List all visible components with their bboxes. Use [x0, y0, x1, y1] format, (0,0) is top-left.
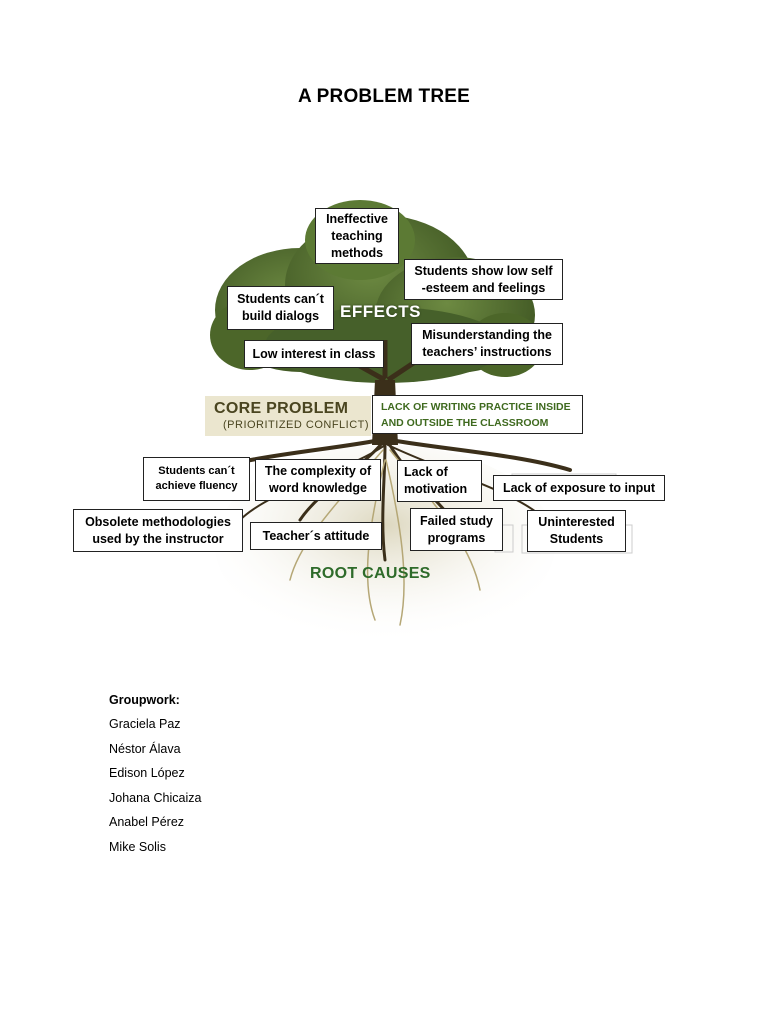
root-cause-box: Uninterested Students: [527, 510, 626, 552]
root-cause-box: Students can´t achieve fluency: [143, 457, 250, 501]
effect-box: Low interest in class: [244, 340, 384, 368]
member-name: Johana Chicaiza: [109, 790, 202, 805]
member-name: Graciela Paz: [109, 717, 181, 731]
root-cause-box: Teacher´s attitude: [250, 522, 382, 550]
root-cause-box: Lack of exposure to input: [493, 475, 665, 501]
member-name: Mike Solis: [109, 839, 166, 854]
effect-box: Misunderstanding the teachers’ instructions: [411, 323, 563, 365]
groupwork-section: [109, 693, 201, 864]
root-cause-box: Failed study programs: [410, 508, 503, 551]
effect-box: Students show low self -esteem and feelings: [404, 259, 563, 300]
groupwork-heading: Groupwork:: [109, 693, 180, 707]
root-causes-label: ROOT CAUSES: [310, 565, 431, 582]
core-problem-sublabel: (PRIORITIZED CONFLICT): [223, 419, 370, 431]
root-cause-box: The complexity of word knowledge: [255, 459, 381, 501]
root-cause-box: Obsolete methodologies used by the instructor: [73, 509, 243, 552]
effect-box: Ineffective teaching methods: [315, 208, 399, 264]
effect-box: Students can´t build dialogs: [227, 286, 334, 330]
member-name: Anabel Pérez: [109, 815, 185, 829]
core-problem-box: LACK OF WRITING PRACTICE INSIDE AND OUTSIDE THE CLASSROOM: [372, 395, 583, 434]
core-problem-label: CORE PROBLEM: [214, 400, 349, 417]
page-title: A PROBLEM TREE: [297, 86, 471, 107]
member-name: Néstor Álava: [109, 741, 181, 756]
member-name: Edison López: [109, 766, 185, 780]
effects-label: EFFECTS: [340, 302, 421, 321]
root-cause-box: Lack of motivation: [397, 460, 482, 502]
